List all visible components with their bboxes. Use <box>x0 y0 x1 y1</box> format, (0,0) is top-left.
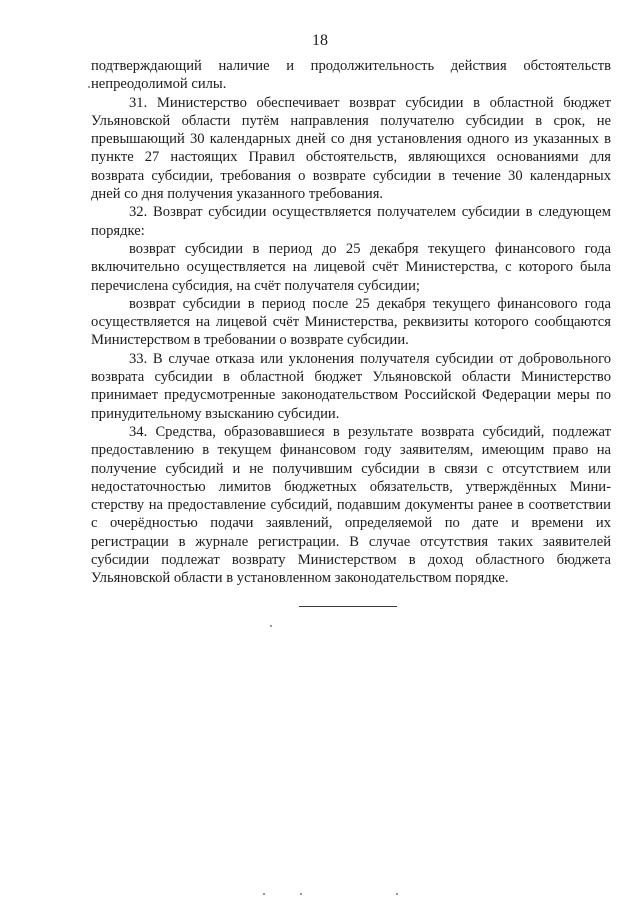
scan-speck <box>300 893 302 895</box>
scan-speck <box>263 893 265 895</box>
paragraph-34: 34. Средства, образовавшиеся в результате возврата субсидий, подлежат предоставлению в текущем финансовом году заявителям, имеющим право на получение субсидий и не получившим субсидии в связи с отсутствием или недостаточностью лимитов бюджетных обязательств, утверждённых Министерству на предоставление субсидий, подавшим документы ранее в соответствии с очерёдностью подачи заявлений, определяемой по дате и времени их регистрации в журнале регистрации. В случае отсутствия таких заявителей субсидии подлежат возврату Министерством в доход областного бюджета Ульяновской области в установленном законодательством порядке. <box>91 423 611 587</box>
document-body <box>91 57 611 588</box>
paragraph-32: 32. Возврат субсидии осуществляется получателем субсидии в следующем порядке: <box>91 204 611 239</box>
end-of-document-rule <box>299 606 397 607</box>
paragraph-32-item-1: возврат субсидии в период до 25 декабря текущего финансового года включительно осуществляется на лицевой счёт Министерства, с которого была перечислена субсидия, на счёт получателя субсидии; <box>91 240 611 294</box>
paragraph-31: 31. Министерство обеспечивает возврат субсидии в областной бюджет Ульяновской области путём направления получателю субсидии в срок, не превышающий 30 календарных дней со дня установления одного из указанных в пункте 27 настоящих Правил обстоятельств, являющихся основаниями для возврата субсидии, требования о возврате субсидии в течение 30 календарных дней со дня получения указанного требования. <box>91 94 611 203</box>
scan-speck <box>88 86 90 88</box>
page-number: 18 <box>312 32 328 49</box>
paragraph-continuation: подтверждающий наличие и продолжительность действия обстоятельств непреодолимой силы. <box>91 58 611 93</box>
paragraph-33: 33. В случае отказа или уклонения получателя субсидии от добровольного возврата субсидии в областной бюджет Ульяновской области Министерство принимает предусмотренные законодательством Российской Федерации меры по принудительному взысканию субсидии. <box>91 350 611 422</box>
paragraph-32-item-2: возврат субсидии в период после 25 декабря текущего финансового года осуществляется на лицевой счёт Министерства, реквизиты которого сообщаются Министерством в требовании о возврате субсидии. <box>91 295 611 349</box>
scan-speck <box>270 625 272 627</box>
scan-speck <box>396 893 398 895</box>
